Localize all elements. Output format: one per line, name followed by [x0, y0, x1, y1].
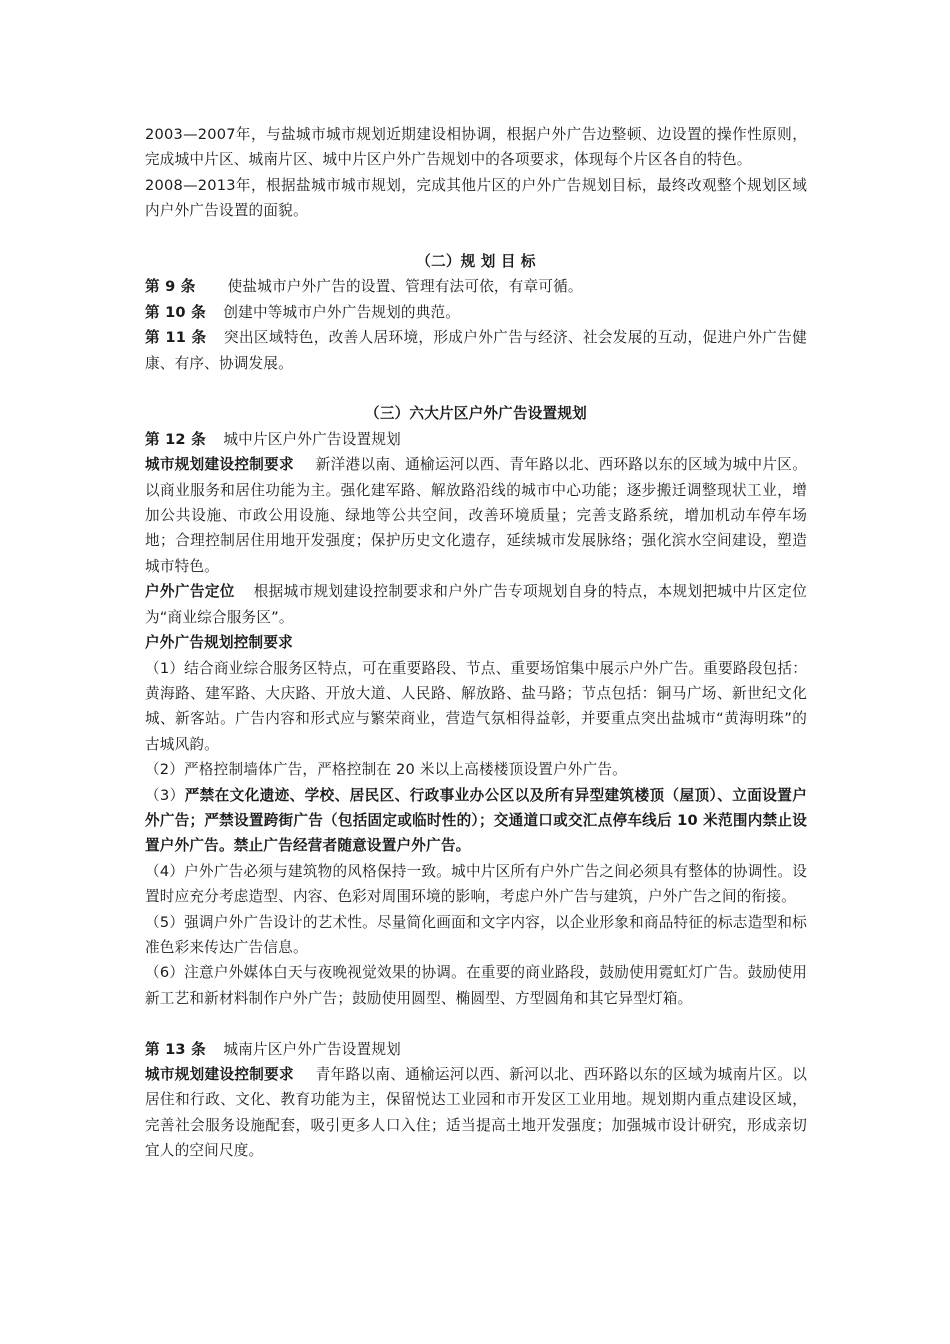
article-13-title: [145, 1037, 807, 1062]
article-label: 第 13 条: [145, 1040, 206, 1058]
spacer: [145, 1011, 807, 1036]
control-text: 新洋港以南、通榆运河以西、青年路以北、西环路以东的区域为城中片区。以商业服务和居住功能为主。强化建军路、解放路沿线的城市中心功能；逐步搬迁调整现状工业，增加公共设施、市政公用设施、绿地等公共空间，改善环境质量；完善支路系统，增加机动车停车场地；合理控制居住用地开发强度；保护历史文化遗存，延续城市发展脉络；强化滨水空间建设，塑造城市特色。: [145, 456, 807, 575]
article-12-title: [145, 427, 807, 452]
document-page: [145, 122, 807, 1164]
requirement-number: （3）: [145, 786, 185, 804]
article-label: 第 9 条: [145, 278, 196, 296]
article-label: 第 11 条: [145, 329, 207, 347]
requirement-1: （1）结合商业综合服务区特点，可在重要路段、节点、重要场馆集中展示户外广告。重要路段包括：黄海路、建军路、大庆路、开放大道、人民路、解放路、盐马路；节点包括：铜马广场、新世纪文化城、新客站。广告内容和形式应与繁荣商业，营造气氛相得益彰，并要重点突出盐城市“黄海明珠”的古城风韵。: [145, 659, 807, 753]
control-text: 青年路以南、通榆运河以西、新河以北、西环路以东的区域为城南片区。以居住和行政、文化、教育功能为主，保留悦达工业园和市开发区工业用地。规划期内重点建设区域，完善社会服务设施配套，吸引更多人口入住；适当提高土地开发强度；加强城市设计研究，形成亲切宜人的空间尺度。: [145, 1065, 807, 1160]
control-label: 城市规划建设控制要求: [145, 1065, 294, 1083]
intro-paragraph-1: 2003—2007年，与盐城市城市规划近期建设相协调，根据户外广告边整顿、边设置的操作性原则，完成城中片区、城南片区、城中片区户外广告规划中的各项要求，体现每个片区各自的特色。: [145, 126, 807, 169]
art13-control-requirements: [145, 1062, 807, 1164]
requirement-5: （5）强调户外广告设计的艺术性。尽量简化画面和文字内容，以企业形象和商品特征的标志造型和标准色彩来传达广告信息。: [145, 913, 807, 956]
article-text: 突出区域特色，改善人居环境，形成户外广告与经济、社会发展的互动，促进户外广告健康、有序、协调发展。: [145, 329, 807, 372]
section-heading-goals: （二）规 划 目 标: [416, 253, 536, 271]
requirement-4: （4）户外广告必须与建筑物的风格保持一致。城中片区所有户外广告之间必须具有整体的协调性。设置时应充分考虑造型、内容、色彩对周围环境的影响，考虑户外广告与建筑，户外广告之间的衔接。: [145, 862, 807, 906]
article-label: 第 10 条: [145, 303, 206, 321]
article-label: 第 12 条: [145, 430, 206, 448]
article-title: 城南片区户外广告设置规划: [223, 1040, 401, 1058]
section-heading-six-zones: （三）六大片区户外广告设置规划: [365, 405, 587, 423]
art12-requirements-heading: 户外广告规划控制要求: [145, 634, 293, 652]
intro-paragraph-2: 2008—2013年，根据盐城市城市规划，完成其他片区的户外广告规划目标，最终改观整个规划区域内户外广告设置的面貌。: [145, 176, 807, 220]
position-text: 根据城市规划建设控制要求和户外广告专项规划自身的特点，本规划把城中片区定位为“商业综合服务区”。: [145, 583, 807, 626]
requirement-6: （6）注意户外媒体白天与夜晚视觉效果的协调。在重要的商业路段，鼓励使用霓虹灯广告。鼓励使用新工艺和新材料制作户外广告；鼓励使用圆型、椭圆型、方型圆角和其它异型灯箱。: [145, 964, 807, 1007]
spacer: [145, 224, 807, 249]
art12-positioning: [145, 579, 807, 630]
requirement-3: [145, 783, 807, 859]
article-11: [145, 325, 807, 376]
requirement-2: （2）严格控制墙体广告，严格控制在 20 米以上高楼楼顶设置户外广告。: [145, 761, 627, 779]
spacer: [145, 376, 807, 401]
position-label: 户外广告定位: [145, 583, 235, 601]
control-label: 城市规划建设控制要求: [145, 456, 294, 474]
art12-control-requirements: [145, 452, 807, 579]
article-text: 使盐城市户外广告的设置、管理有法可依，有章可循。: [227, 278, 583, 296]
requirement-bold-text: 严禁在文化遗迹、学校、居民区、行政事业办公区以及所有异型建筑楼顶（屋顶）、立面设置户外广告；严禁设置跨街广告（包括固定或临时性的）；交通道口或交汇点停车线后 10 米范围内禁止设置户外广告。禁止广告经营者随意设置户外广告。: [145, 786, 807, 855]
article-title: 城中片区户外广告设置规划: [223, 430, 401, 448]
article-9: [145, 274, 807, 299]
article-text: 创建中等城市户外广告规划的典范。: [223, 303, 461, 321]
article-10: [145, 300, 807, 325]
